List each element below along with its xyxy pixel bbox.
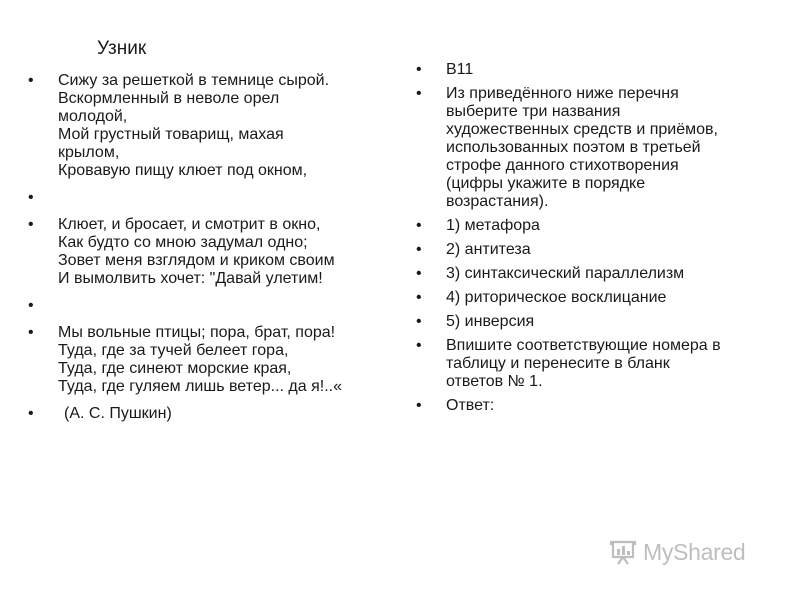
option-item: • 4) риторическое восклицание — [416, 289, 776, 307]
poem-stanza-3: • Мы вольные птицы; пора, брат, пора! Туда, где за тучей белеет гора, Туда, где синеют морские края, Туда, где гуляем лишь ветер... да я!..« — [28, 324, 388, 396]
option-item: • 2) антитеза — [416, 241, 776, 259]
answer-label: • Ответ: — [416, 397, 776, 415]
poem-list — [28, 72, 388, 432]
poem-stanza-2: • Клюет, и бросает, и смотрит в окно, Как будто со мною задумал одно; Зовет меня взглядом и криком своим И вымолвить хочет: "Давай улетим! — [28, 216, 388, 288]
watermark — [608, 536, 768, 568]
poem-stanza-1: • Сижу за решеткой в темнице сырой. Вскормленный в неволе орел молодой, Мой грустный товарищ, махая крылом, Кровавую пищу клюет под окном, — [28, 72, 388, 180]
poem-author: • (А. С. Пушкин) — [28, 405, 388, 423]
task-list — [416, 61, 776, 421]
presentation-screen-icon — [608, 537, 638, 567]
empty-bullet — [28, 297, 388, 315]
watermark-text: MyShared — [643, 538, 746, 565]
empty-bullet — [28, 189, 388, 207]
task-instruction: • Из приведённого ниже перечня выберите три названия художественных средств и приёмов, использованных поэтом в третьей строфе данного стихотворения (цифры укажите в порядке возрастания). — [416, 85, 776, 211]
task-id: • В11 — [416, 61, 776, 79]
task-note: • Впишите соответствующие номера в таблицу и перенесите в бланк ответов № 1. — [416, 337, 776, 391]
option-item: • 1) метафора — [416, 217, 776, 235]
poem-title: Узник — [97, 38, 147, 59]
option-item: • 3) синтаксический параллелизм — [416, 265, 776, 283]
option-item: • 5) инверсия — [416, 313, 776, 331]
